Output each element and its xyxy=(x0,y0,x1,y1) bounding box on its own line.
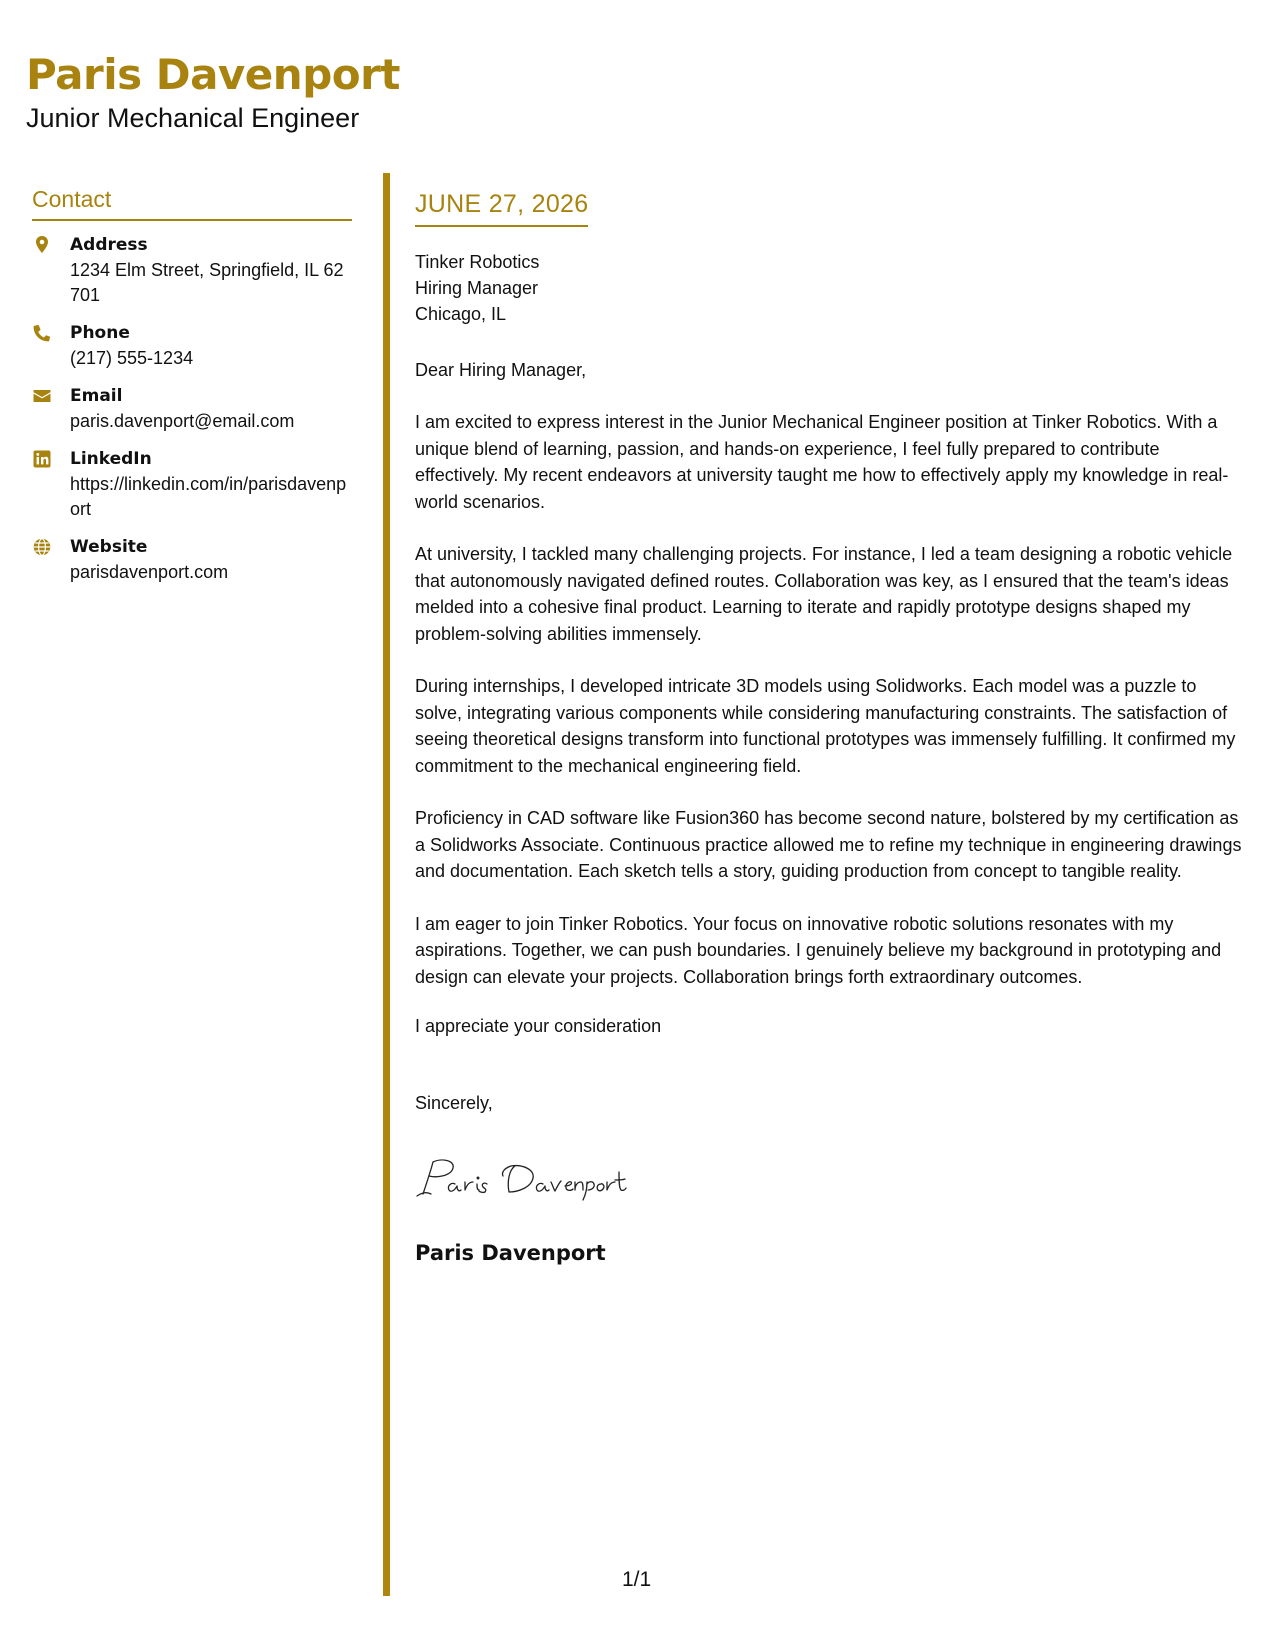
contact-section-title: Contact xyxy=(32,186,352,221)
letter-date: JUNE 27, 2026 xyxy=(415,190,588,227)
contact-label: Address xyxy=(70,235,148,255)
phone-value: (217) 555-1234 xyxy=(70,348,194,368)
linkedin-value[interactable]: https://linkedin.com/in/parisdavenport xyxy=(70,474,347,519)
recipient-location: Chicago, IL xyxy=(415,304,507,324)
contact-sidebar xyxy=(32,186,352,598)
body-paragraph: At university, I tackled many challenging projects. For instance, I led a team designing a robotic vehicle that autonomously navigated defined routes. Collaboration was key, as I ensured that the team's ideas melded into a cohesive final product. Learning to iterate and rapidly prototype designs shaped my problem-solving abilities immensely. xyxy=(415,544,1233,644)
globe-icon xyxy=(32,535,70,585)
applicant-name: Paris Davenport xyxy=(26,50,400,99)
recipient-company: Tinker Robotics xyxy=(415,252,540,272)
address-value: 1234 Elm Street, Springfield, IL 62701 xyxy=(70,260,344,305)
contact-item-phone xyxy=(32,321,352,371)
linkedin-icon xyxy=(32,447,70,522)
contact-label: Email xyxy=(70,386,123,406)
signer-name: Paris Davenport xyxy=(415,1241,606,1265)
applicant-job-title: Junior Mechanical Engineer xyxy=(26,103,360,133)
vertical-divider xyxy=(383,173,390,1596)
envelope-icon xyxy=(32,384,70,434)
letter-header xyxy=(26,50,400,134)
body-paragraph: I am excited to express interest in the Junior Mechanical Engineer position at Tinker Robotics. With a unique blend of learning, passion, and hands-on experience, I feel fully prepared to contribute effectively. My recent endeavors at university taught me how to effectively apply my knowledge in real-world scenarios. xyxy=(415,412,1229,512)
map-pin-icon xyxy=(32,233,70,308)
contact-item-address xyxy=(32,233,352,308)
contact-label: Phone xyxy=(70,323,130,343)
contact-label: Website xyxy=(70,537,148,557)
salutation: Dear Hiring Manager, xyxy=(415,360,587,380)
contact-item-linkedin xyxy=(32,447,352,522)
recipient-role: Hiring Manager xyxy=(415,278,539,298)
letter-body xyxy=(415,190,1245,1265)
email-value[interactable]: paris.davenport@email.com xyxy=(70,411,295,431)
contact-label: LinkedIn xyxy=(70,449,152,469)
phone-icon xyxy=(32,321,70,371)
body-paragraph: Proficiency in CAD software like Fusion360 has become second nature, bolstered by my certification as a Solidworks Associate. Continuous practice allowed me to refine my technique in engineering drawings and documentation. Each sketch tells a story, guiding production from concept to tangible reality. xyxy=(415,808,1242,881)
recipient-block xyxy=(415,249,1245,327)
body-paragraph: I am eager to join Tinker Robotics. Your focus on innovative robotic solutions resonates with my aspirations. Together, we can push boundaries. I genuinely believe my background in prototyping and design can elevate your projects. Collaboration brings forth extraordinary outcomes. xyxy=(415,913,1222,987)
body-paragraph: During internships, I developed intricate 3D models using Solidworks. Each model was a puzzle to solve, integrating various components while considering manufacturing constraints. The satisfaction of seeing theoretical designs transform into functional prototypes was immensely fulfilling. It confirmed my commitment to the mechanical engineering field. xyxy=(415,676,1236,776)
contact-item-website xyxy=(32,535,352,585)
handwritten-signature xyxy=(415,1154,1245,1207)
website-value[interactable]: parisdavenport.com xyxy=(70,562,229,582)
page-number: 1/1 xyxy=(622,1568,652,1591)
closing-line: I appreciate your consideration xyxy=(415,1016,662,1036)
contact-item-email xyxy=(32,384,352,434)
signoff: Sincerely, xyxy=(415,1093,493,1113)
